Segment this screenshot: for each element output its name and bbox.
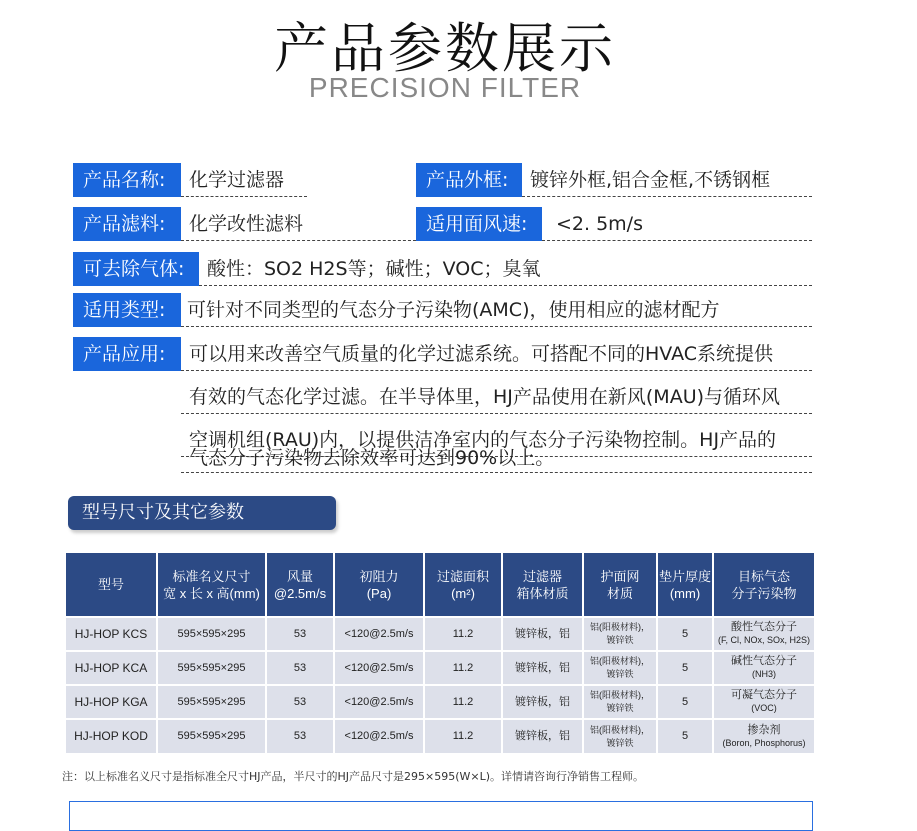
- cell-text: <120@2.5m/s: [344, 730, 414, 742]
- cell-text: 铝(阳极材料)，: [590, 656, 650, 666]
- cell-text: 镀锌铁: [606, 737, 634, 748]
- column-header-text: (mm): [669, 585, 701, 601]
- table-row: [66, 719, 815, 753]
- column-header-text: 垫片厚度: [658, 568, 711, 584]
- cell-text: 镀锌板，铝: [515, 661, 570, 674]
- table-cell: [657, 617, 713, 651]
- table-cell: [424, 685, 502, 719]
- cell-text: 铝(阳极材料)，: [590, 724, 650, 735]
- column-header-text: 过滤面积: [436, 568, 489, 584]
- column-header-text: (Pa): [366, 585, 392, 601]
- spec-value-frame: 镀锌外框,铝合金框,不锈钢框: [522, 163, 812, 197]
- cell-text: 53: [293, 627, 307, 640]
- table-cell: [502, 617, 583, 651]
- spec-label-frame: 产品外框:: [416, 163, 522, 197]
- spec-value-type: 可针对不同类型的气态分子污染物(AMC)，使用相应的滤材配方: [181, 293, 812, 327]
- column-header: [157, 553, 266, 617]
- cell-text: 铝(阳极材料)，: [590, 622, 650, 632]
- column-header-text: 材质: [606, 585, 633, 601]
- column-header-text: (m²): [451, 585, 475, 601]
- table-cell: [157, 617, 266, 651]
- spec-label-type: 适用类型:: [73, 293, 181, 327]
- cell-text: 595×595×295: [177, 730, 246, 742]
- cell-text: 595×595×295: [177, 661, 246, 674]
- table-cell: [502, 719, 583, 753]
- cell-text: <120@2.5m/s: [344, 661, 414, 674]
- table-cell: [583, 719, 657, 753]
- spec-app-line: 可以用来改善空气质量的化学过滤系统。可搭配不同的HVAC系统提供: [181, 337, 812, 371]
- page-subtitle: PRECISION FILTER: [308, 72, 582, 103]
- table-row: [66, 617, 815, 651]
- cell-text: 5: [681, 627, 689, 640]
- cell-text: 碱性气态分子: [731, 655, 797, 667]
- cell-text: 镀锌铁: [606, 635, 634, 645]
- column-header: [66, 553, 157, 617]
- table-cell: [266, 719, 334, 753]
- cell-text: 镀锌板，铝: [515, 730, 570, 742]
- column-header-text: @2.5m/s: [273, 585, 327, 601]
- cell-text: 酸性气态分子: [731, 621, 797, 633]
- spec-label-gases: 可去除气体:: [73, 252, 199, 286]
- table-cell: [502, 651, 583, 685]
- cell-text: 595×595×295: [177, 695, 246, 708]
- cell-text: 可凝气态分子: [731, 689, 797, 701]
- column-header-text: 分子污染物: [731, 585, 797, 601]
- cell-text: 5: [681, 695, 689, 708]
- cell-text: 11.2: [452, 627, 474, 640]
- cell-text: HJ-HOP KOD: [74, 729, 148, 743]
- table-cell: [334, 651, 424, 685]
- table-cell: [266, 651, 334, 685]
- cell-text: 11.2: [452, 695, 474, 708]
- column-header: [502, 553, 583, 617]
- cell-text: 53: [293, 661, 307, 674]
- table-cell: [157, 685, 266, 719]
- cell-text: 5: [681, 661, 689, 674]
- spec-label-media: 产品滤料:: [73, 207, 181, 241]
- column-header: [583, 553, 657, 617]
- column-header-text: 型号: [97, 577, 124, 592]
- column-header-text: 初阻力: [359, 568, 399, 584]
- cell-text: 53: [293, 695, 307, 708]
- cell-text: HJ-HOP KCA: [74, 660, 148, 675]
- cell-text: (F, Cl, NOx, SOx, H2S): [717, 635, 810, 645]
- cell-text: <120@2.5m/s: [344, 627, 414, 640]
- cell-text: 11.2: [452, 730, 474, 742]
- table-row: [66, 685, 815, 719]
- table-cell: [157, 651, 266, 685]
- column-header: [657, 553, 713, 617]
- spec-label-application: 产品应用:: [73, 337, 181, 371]
- next-panel: [69, 801, 813, 831]
- cell-text: 11.2: [452, 661, 474, 674]
- table-row: [66, 651, 815, 685]
- table-cell: [424, 719, 502, 753]
- page-title: 产品参数展示: [274, 17, 616, 80]
- spec-app-line: 有效的气态化学过滤。在半导体里，HJ产品使用在新风(MAU)与循环风: [181, 380, 812, 414]
- cell-text: (Boron, Phosphorus): [722, 737, 806, 748]
- footnote: 注：以上标准名义尺寸是指标准全尺寸HJ产品，半尺寸的HJ产品尺寸是295×595(W×L)。详情请咨询行净销售工程师。: [62, 770, 645, 783]
- cell-text: HJ-HOP KGA: [74, 694, 148, 709]
- table-cell: [713, 685, 815, 719]
- spec-app-line: 空调机组(RAU)内，以提供洁净室内的气态分子污染物控制。HJ产品的: [181, 423, 812, 457]
- table-cell: [657, 719, 713, 753]
- column-header-text: 过滤器: [522, 568, 562, 584]
- cell-text: 53: [293, 730, 307, 742]
- table-cell: [66, 719, 157, 753]
- table-cell: [583, 617, 657, 651]
- spec-app-line: 气态分子污染物去除效率可达到90%以上。: [181, 443, 812, 473]
- column-header-text: 箱体材质: [516, 585, 569, 601]
- table-cell: [66, 685, 157, 719]
- table-cell: [713, 617, 815, 651]
- table-cell: [583, 685, 657, 719]
- table-cell: [424, 617, 502, 651]
- table-cell: [334, 617, 424, 651]
- spec-label-name: 产品名称:: [73, 163, 181, 197]
- spec-value-speed: <2. 5m/s: [542, 207, 812, 241]
- column-header-text: 护面网: [600, 568, 640, 584]
- table-cell: [502, 685, 583, 719]
- table-cell: [657, 651, 713, 685]
- column-header: [713, 553, 815, 617]
- cell-text: (NH3): [752, 669, 776, 679]
- spec-value-gases: 酸性：SO2 H2S等；碱性；VOC；臭氧: [199, 252, 812, 286]
- table-cell: [266, 617, 334, 651]
- column-header-text: 目标气态: [737, 568, 790, 584]
- column-header-text: 风量: [286, 568, 313, 584]
- column-header: [334, 553, 424, 617]
- cell-text: <120@2.5m/s: [344, 695, 414, 708]
- table-cell: [266, 685, 334, 719]
- spec-value-media: 化学改性滤料: [181, 207, 416, 241]
- cell-text: 镀锌铁: [606, 703, 634, 713]
- table-cell: [713, 719, 815, 753]
- cell-text: 5: [681, 730, 689, 742]
- table-cell: [66, 617, 157, 651]
- table-cell: [657, 685, 713, 719]
- table-cell: [334, 685, 424, 719]
- spec-label-speed: 适用面风速:: [416, 207, 542, 241]
- table-cell: [157, 719, 266, 753]
- cell-text: HJ-HOP KCS: [74, 626, 148, 641]
- section-title: 型号尺寸及其它参数: [68, 496, 336, 530]
- cell-text: 镀锌板，铝: [515, 627, 570, 640]
- table-cell: [713, 651, 815, 685]
- table-cell: [424, 651, 502, 685]
- cell-text: (VOC): [751, 703, 777, 713]
- table-cell: [66, 651, 157, 685]
- cell-text: 595×595×295: [177, 627, 246, 640]
- column-header-text: 标准名义尺寸: [172, 568, 251, 584]
- cell-text: 掺杂剂: [747, 723, 781, 736]
- table-cell: [583, 651, 657, 685]
- column-header: [424, 553, 502, 617]
- cell-text: 镀锌板，铝: [515, 695, 570, 708]
- model-table: [66, 553, 816, 753]
- spec-value-name: 化学过滤器: [181, 163, 307, 197]
- cell-text: 镀锌铁: [606, 669, 634, 679]
- table-cell: [334, 719, 424, 753]
- cell-text: 铝(阳极材料)，: [590, 690, 650, 700]
- column-header: [266, 553, 334, 617]
- table-header-row: [66, 553, 815, 617]
- column-header-text: 宽 x 长 x 高(mm): [163, 585, 260, 601]
